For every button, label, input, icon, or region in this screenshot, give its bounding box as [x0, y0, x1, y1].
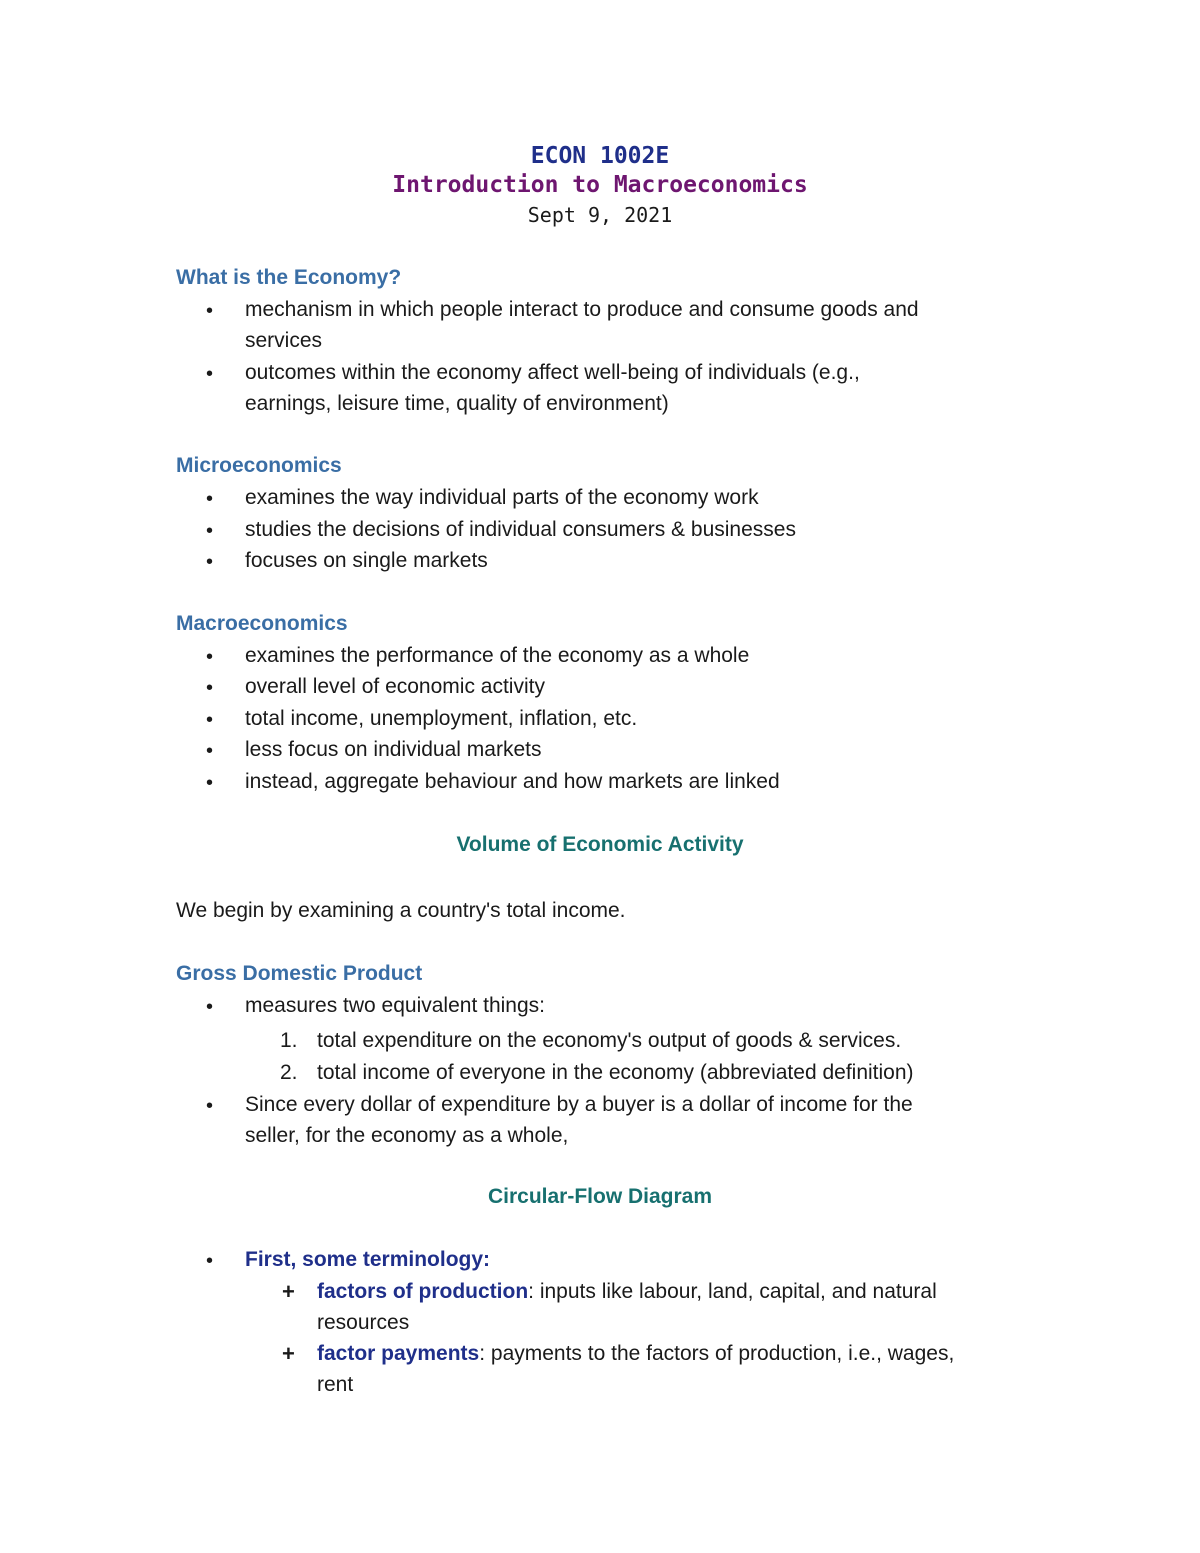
term-line: [317, 1280, 937, 1304]
bullet-icon: •: [206, 488, 214, 510]
micro-bullet: examines the way individual parts of the economy work: [245, 486, 759, 509]
macro-bullet: instead, aggregate behaviour and how markets are linked: [245, 770, 780, 793]
bullet-icon: •: [206, 646, 214, 668]
micro-bullet: studies the decisions of individual consumers & businesses: [245, 518, 796, 541]
bullet-icon: •: [206, 709, 214, 731]
circular-intro: First, some terminology:: [245, 1248, 491, 1271]
gdp-numbered-item: total expenditure on the economy's output of goods & services.: [317, 1029, 902, 1052]
term-definition-continued: resources: [317, 1311, 410, 1334]
macro-bullet: overall level of economic activity: [245, 675, 545, 698]
economy-bullet-2-line-1: outcomes within the economy affect well-being of individuals (e.g.,: [245, 361, 860, 384]
gdp-bullet-2-line-2: seller, for the economy as a whole,: [245, 1124, 569, 1147]
bullet-icon: •: [206, 677, 214, 699]
bullet-icon: •: [206, 996, 214, 1018]
term-factor-payments: factor payments: [317, 1342, 480, 1365]
economy-bullet-1-line-2: services: [245, 329, 323, 352]
micro-bullet: focuses on single markets: [245, 549, 488, 572]
heading-gross-domestic-product: Gross Domestic Product: [176, 962, 423, 985]
bullet-icon: •: [206, 1250, 214, 1272]
heading-circular-flow-diagram: Circular-Flow Diagram: [487, 1185, 713, 1208]
bullet-icon: •: [206, 520, 214, 542]
numbered-marker: 2.: [280, 1061, 298, 1084]
term-line: [317, 1342, 954, 1366]
course-date: Sept 9, 2021: [527, 203, 673, 227]
volume-paragraph: We begin by examining a country's total income.: [176, 899, 626, 922]
plus-bullet-icon: +: [282, 1341, 295, 1366]
gdp-bullet-1: measures two equivalent things:: [245, 994, 545, 1017]
bullet-icon: •: [206, 740, 214, 762]
economy-bullet-2-line-2: earnings, leisure time, quality of environment): [245, 392, 669, 415]
heading-microeconomics: Microeconomics: [176, 454, 342, 477]
macro-bullet: examines the performance of the economy as a whole: [245, 644, 750, 667]
term-definition: : payments to the factors of production, i.e., wages,: [479, 1342, 955, 1365]
bullet-icon: •: [206, 772, 214, 794]
term-factors-of-production: factors of production: [317, 1280, 529, 1303]
bullet-icon: •: [206, 300, 214, 322]
numbered-marker: 1.: [280, 1029, 298, 1052]
term-definition-continued: rent: [317, 1373, 354, 1396]
course-code: ECON 1002E: [530, 143, 670, 169]
heading-volume-of-economic-activity: Volume of Economic Activity: [456, 833, 744, 856]
bullet-icon: •: [206, 363, 214, 385]
gdp-bullet-2-line-1: Since every dollar of expenditure by a buyer is a dollar of income for the: [245, 1093, 913, 1116]
macro-bullet: less focus on individual markets: [245, 738, 542, 761]
gdp-numbered-item: total income of everyone in the economy (abbreviated definition): [317, 1061, 914, 1084]
course-title: Introduction to Macroeconomics: [392, 172, 808, 198]
term-definition: : inputs like labour, land, capital, and natural: [528, 1280, 937, 1303]
heading-what-is-economy: What is the Economy?: [176, 266, 402, 289]
economy-bullet-1-line-1: mechanism in which people interact to produce and consume goods and: [245, 298, 919, 321]
bullet-icon: •: [206, 551, 214, 573]
plus-bullet-icon: +: [282, 1279, 295, 1304]
bullet-icon: •: [206, 1095, 214, 1117]
heading-macroeconomics: Macroeconomics: [176, 612, 348, 635]
macro-bullet: total income, unemployment, inflation, etc.: [245, 707, 638, 730]
